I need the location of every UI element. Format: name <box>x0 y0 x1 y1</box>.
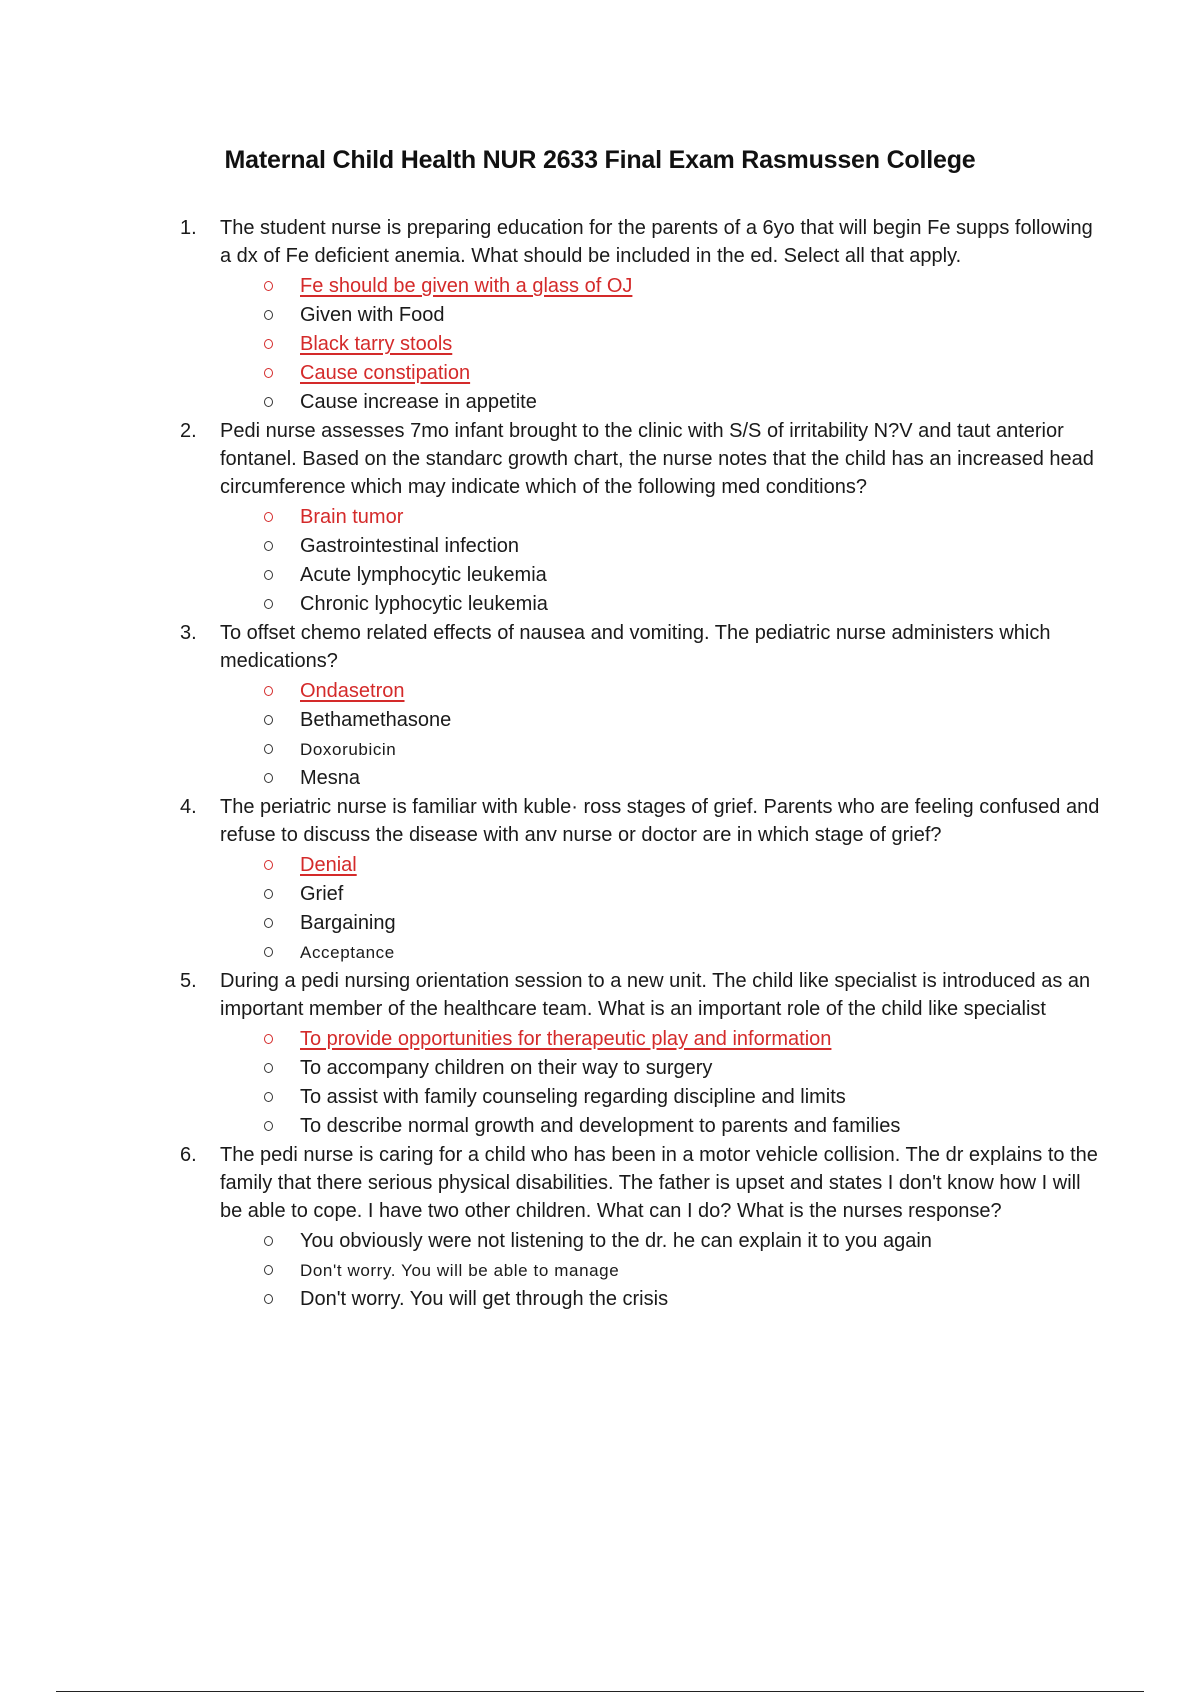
circle-bullet-icon <box>264 512 273 522</box>
answer-option <box>264 764 1100 793</box>
answer-option-text: Don't worry. You will be able to manage <box>300 1261 620 1280</box>
circle-bullet-icon <box>264 570 273 580</box>
question-item <box>180 1141 1100 1314</box>
answer-option <box>264 1025 1100 1054</box>
circle-bullet-icon <box>264 686 273 696</box>
answer-option <box>264 735 1100 764</box>
answer-option-text: Acceptance <box>300 943 395 962</box>
question-number: 3. <box>180 622 197 644</box>
answer-option-text: Brain tumor <box>300 506 404 528</box>
circle-bullet-icon <box>264 339 273 349</box>
answer-option-text: Ondasetron <box>300 680 405 702</box>
answer-option <box>264 1112 1100 1141</box>
circle-bullet-icon <box>264 947 273 957</box>
answer-option <box>264 272 1100 301</box>
answer-option <box>264 532 1100 561</box>
answer-options <box>220 677 1100 793</box>
answer-options <box>220 1025 1100 1141</box>
answer-option <box>264 909 1100 938</box>
question-list <box>180 214 1100 1314</box>
circle-bullet-icon <box>264 1092 273 1102</box>
answer-option <box>264 1083 1100 1112</box>
answer-option-text: Bethamethasone <box>300 709 452 731</box>
answer-option-text: Cause constipation <box>300 362 471 384</box>
question-number: 5. <box>180 970 197 992</box>
answer-option-text: Grief <box>300 883 344 905</box>
answer-options <box>220 503 1100 619</box>
answer-option-text: You obviously were not listening to the dr. he can explain it to you again <box>300 1230 932 1252</box>
circle-bullet-icon <box>264 397 273 407</box>
answer-option-text: Doxorubicin <box>300 740 397 759</box>
circle-bullet-icon <box>264 541 273 551</box>
answer-option <box>264 561 1100 590</box>
question-text: During a pedi nursing orientation session to a new unit. The child like specialist is introduced as an important member of the healthcare team. What is an important role of the child like specialist <box>220 970 1091 1020</box>
circle-bullet-icon <box>264 773 273 783</box>
question-item <box>180 417 1100 619</box>
answer-option <box>264 330 1100 359</box>
question-item <box>180 214 1100 417</box>
answer-option-text: To provide opportunities for therapeutic play and information <box>300 1028 832 1050</box>
answer-option-text: Bargaining <box>300 912 396 934</box>
circle-bullet-icon <box>264 1034 273 1044</box>
answer-option <box>264 1256 1100 1285</box>
question-number: 4. <box>180 796 197 818</box>
answer-option-text: Denial <box>300 854 357 876</box>
answer-option <box>264 938 1100 967</box>
answer-option-text: Mesna <box>300 767 361 789</box>
circle-bullet-icon <box>264 889 273 899</box>
circle-bullet-icon <box>264 599 273 609</box>
circle-bullet-icon <box>264 368 273 378</box>
question-text: Pedi nurse assesses 7mo infant brought to the clinic with S/S of irritability N?V and taut anterior fontanel. Based on the standarc growth chart, the nurse notes that the child has an increased head circumference which may indicate which of the following med conditions? <box>220 420 1094 498</box>
circle-bullet-icon <box>264 310 273 320</box>
answer-option-text: Chronic lyphocytic leukemia <box>300 593 548 615</box>
answer-option <box>264 1054 1100 1083</box>
answer-option <box>264 851 1100 880</box>
answer-option-text: To assist with family counseling regarding discipline and limits <box>300 1086 846 1108</box>
answer-options <box>220 851 1100 967</box>
answer-option <box>264 1285 1100 1314</box>
answer-option-text: Gastrointestinal infection <box>300 535 520 557</box>
answer-option-text: Cause increase in appetite <box>300 391 537 413</box>
question-number: 1. <box>180 217 197 239</box>
circle-bullet-icon <box>264 1265 273 1275</box>
circle-bullet-icon <box>264 715 273 725</box>
answer-options <box>220 272 1100 417</box>
answer-option <box>264 590 1100 619</box>
answer-option <box>264 388 1100 417</box>
circle-bullet-icon <box>264 860 273 870</box>
answer-option <box>264 301 1100 330</box>
question-number: 2. <box>180 420 197 442</box>
answer-options <box>220 1227 1100 1314</box>
circle-bullet-icon <box>264 1236 273 1246</box>
answer-option-text: Given with Food <box>300 304 445 326</box>
document-title: Maternal Child Health NUR 2633 Final Exam Rasmussen College <box>224 146 976 174</box>
answer-option <box>264 359 1100 388</box>
question-item <box>180 619 1100 793</box>
footer-divider <box>56 1691 1144 1692</box>
answer-option <box>264 503 1100 532</box>
circle-bullet-icon <box>264 281 273 291</box>
answer-option-text: Don't worry. You will get through the crisis <box>300 1288 669 1310</box>
circle-bullet-icon <box>264 1294 273 1304</box>
circle-bullet-icon <box>264 744 273 754</box>
answer-option-text: To describe normal growth and development to parents and families <box>300 1115 901 1137</box>
question-item <box>180 967 1100 1141</box>
answer-option-text: Black tarry stools <box>300 333 453 355</box>
answer-option <box>264 1227 1100 1256</box>
question-number: 6. <box>180 1144 197 1166</box>
answer-option <box>264 677 1100 706</box>
question-text: The pedi nurse is caring for a child who has been in a motor vehicle collision. The dr explains to the family that there serious physical disabilities. The father is upset and states I don't know how I will be able to cope. I have two other children. What can I do? What is the nurses response? <box>220 1144 1098 1222</box>
answer-option <box>264 880 1100 909</box>
answer-option <box>264 706 1100 735</box>
question-text: The student nurse is preparing education for the parents of a 6yo that will begin Fe supps following a dx of Fe deficient anemia. What should be included in the ed. Select all that apply. <box>220 217 1093 267</box>
question-text: To offset chemo related effects of nausea and vomiting. The pediatric nurse administers which medications? <box>220 622 1051 672</box>
question-item <box>180 793 1100 967</box>
answer-option-text: Fe should be given with a glass of OJ <box>300 275 633 297</box>
circle-bullet-icon <box>264 918 273 928</box>
question-text: The periatric nurse is familiar with kuble· ross stages of grief. Parents who are feeling confused and refuse to discuss the disease with anv nurse or doctor are in which stage of grief? <box>220 796 1100 846</box>
answer-option-text: Acute lymphocytic leukemia <box>300 564 547 586</box>
circle-bullet-icon <box>264 1063 273 1073</box>
answer-option-text: To accompany children on their way to surgery <box>300 1057 713 1079</box>
circle-bullet-icon <box>264 1121 273 1131</box>
